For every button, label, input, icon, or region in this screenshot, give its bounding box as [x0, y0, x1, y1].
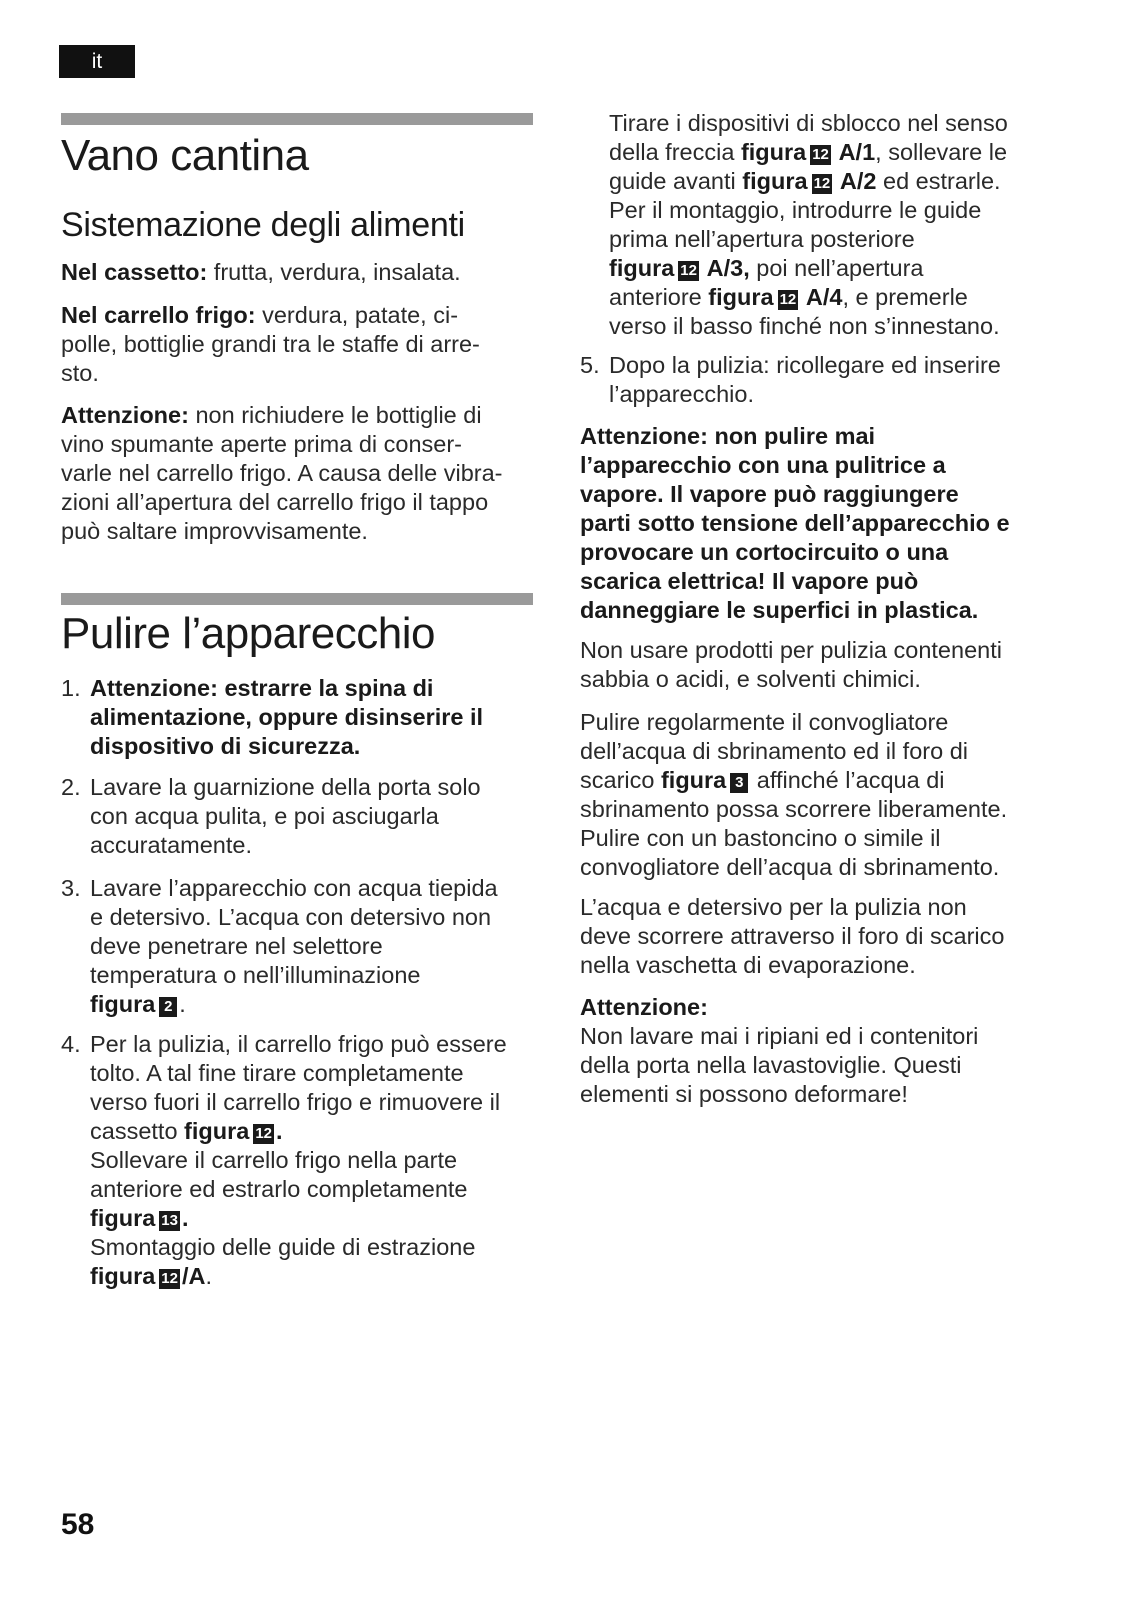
text: Per il montaggio, introdurre le guide	[609, 197, 982, 223]
text: Lavare l’apparecchio con acqua tiepida	[90, 875, 498, 901]
text: l’apparecchio con una pulitrice a	[580, 452, 946, 478]
text: temperatura o nell’illuminazione	[90, 962, 421, 988]
text: nella vaschetta di evaporazione.	[580, 952, 916, 978]
page-number: 58	[61, 1508, 95, 1541]
text: verso fuori il carrello frigo e rimuovere il	[90, 1089, 501, 1115]
text: e detersivo. L’acqua con detersivo non	[90, 904, 492, 930]
figure-number-icon: 12	[812, 146, 829, 163]
text: sbrinamento possa scorrere liberamente.	[580, 796, 1008, 822]
text: Lavare la guarnizione della porta solo	[90, 774, 481, 800]
text: , e premerle	[842, 284, 968, 310]
figure-ref: figura	[184, 1118, 250, 1144]
text: varle nel carrello frigo. A causa delle vibra-	[61, 460, 503, 486]
text: con acqua pulita, e poi asciugarla	[90, 803, 439, 829]
text: .	[181, 1205, 189, 1231]
paragraph-attenzione	[61, 401, 547, 546]
text: Non lavare mai i ripiani ed i contenitori	[580, 1023, 979, 1049]
section-subtitle: Sistemazione degli alimenti	[61, 206, 465, 244]
figure-ref: figura	[90, 991, 156, 1017]
list-item-2	[90, 773, 550, 860]
text: Attenzione: non pulire mai	[580, 423, 876, 449]
text: .	[276, 1118, 283, 1144]
text: dell’acqua di sbrinamento ed il foro di	[580, 738, 968, 764]
figure-number-icon: 12	[813, 175, 831, 192]
list-number: 5.	[580, 352, 600, 378]
section-title-pulire: Pulire l’apparecchio	[61, 609, 435, 658]
figure-ref: figura	[708, 284, 774, 310]
list-item-1	[90, 674, 550, 761]
figure-ref: /A	[181, 1263, 206, 1289]
text: vapore. Il vapore può raggiungere	[580, 481, 959, 507]
figure-ref: A/4	[800, 284, 843, 310]
text: scarico	[580, 767, 661, 793]
section-rule	[61, 113, 533, 125]
text: l’apparecchio.	[609, 381, 755, 407]
figure-ref: figura	[90, 1205, 156, 1231]
list-number: 1.	[61, 675, 81, 701]
paragraph-carrello	[61, 301, 547, 388]
text: parti sotto tensione dell’apparecchio e	[580, 510, 1010, 536]
text: sabbia o acidi, e solventi chimici.	[580, 666, 921, 692]
figure-number-icon: 3	[730, 773, 748, 793]
figure-number-icon: 13	[161, 1212, 178, 1229]
text: accuratamente.	[90, 832, 252, 858]
text: .	[179, 991, 186, 1017]
list-item-4	[90, 1030, 550, 1291]
text: convogliatore dell’acqua di sbrinamento.	[580, 854, 1000, 880]
text: può saltare improvvisamente.	[61, 518, 368, 544]
figure-ref: A/1	[832, 139, 876, 165]
text: poi nell’apertura	[749, 255, 924, 281]
section-rule	[61, 593, 533, 605]
list-number: 2.	[61, 774, 81, 800]
text: della freccia	[609, 139, 741, 165]
text: danneggiare le superfici in plastica.	[580, 597, 979, 623]
figure-number-icon: 12	[680, 262, 697, 279]
text: alimentazione, oppure disinserire il	[90, 704, 484, 730]
text: prima nell’apertura posteriore	[609, 226, 915, 252]
text: tolto. A tal fine tirare completamente	[90, 1060, 464, 1086]
list-number: 4.	[61, 1031, 81, 1057]
figure-number-icon: 2	[159, 997, 177, 1017]
text: vino spumante aperte prima di conser-	[61, 431, 463, 457]
text: verso il basso finché non s’innestano.	[609, 313, 1000, 339]
text: sto.	[61, 360, 99, 386]
list-item-4-continued	[609, 109, 1069, 341]
text: affinché l’acqua di	[750, 767, 945, 793]
text: della porta nella lavastoviglie. Questi	[580, 1052, 962, 1078]
figure-number-icon: 12	[779, 291, 797, 308]
list-number: 3.	[61, 875, 81, 901]
paragraph-convogliatore	[580, 708, 1070, 882]
text: .	[205, 1263, 212, 1289]
figure-ref: A/2	[834, 168, 877, 194]
label: Attenzione:	[580, 994, 708, 1020]
text: Non usare prodotti per pulizia contenenti	[580, 637, 1002, 663]
language-tab: it	[59, 45, 135, 78]
text: dispositivo di sicurezza.	[90, 733, 361, 759]
section-title-vano-cantina: Vano cantina	[61, 131, 309, 180]
text: elementi si possono deformare!	[580, 1081, 908, 1107]
text: Pulire con un bastoncino o simile il	[580, 825, 941, 851]
text: deve penetrare nel selettore	[90, 933, 383, 959]
figure-number-icon: 12	[255, 1125, 273, 1142]
label: Nel cassetto:	[61, 259, 208, 285]
text: guide avanti	[609, 168, 743, 194]
text: , sollevare le	[875, 139, 1008, 165]
paragraph-cassetto	[61, 258, 547, 287]
text: scarica elettrica! Il vapore può	[580, 568, 919, 594]
text: deve scorrere attraverso il foro di scarico	[580, 923, 1005, 949]
text: Pulire regolarmente il convogliatore	[580, 709, 949, 735]
figure-ref: figura	[90, 1263, 156, 1289]
text: anteriore ed estrarlo completamente	[90, 1176, 468, 1202]
steam-warning	[580, 422, 1070, 625]
text: anteriore	[609, 284, 709, 310]
text: zioni all’apertura del carrello frigo il tappo	[61, 489, 489, 515]
text: Sollevare il carrello frigo nella parte	[90, 1147, 458, 1173]
list-item-3	[90, 874, 550, 1019]
text: cassetto	[90, 1118, 185, 1144]
paragraph-acqua-detersivo	[580, 893, 1070, 980]
text: non richiudere le bottiglie di	[188, 402, 482, 428]
text: frutta, verdura, insalata.	[207, 259, 461, 285]
text: Per la pulizia, il carrello frigo può essere	[90, 1031, 507, 1057]
text: L’acqua e detersivo per la pulizia non	[580, 894, 967, 920]
text: verdura, patate, ci-	[255, 302, 459, 328]
list-item-5	[609, 351, 1069, 409]
paragraph-prodotti	[580, 636, 1070, 694]
text: polle, bottiglie grandi tra le staffe di arre-	[61, 331, 480, 357]
label: Nel carrello frigo:	[61, 302, 256, 328]
text: Tirare i dispositivi di sblocco nel senso	[609, 110, 1008, 136]
label: Attenzione:	[61, 402, 189, 428]
text: ed estrarle.	[876, 168, 1001, 194]
text: Dopo la pulizia: ricollegare ed inserire	[609, 352, 1001, 378]
figure-number-icon: 12	[161, 1270, 178, 1287]
text: Smontaggio delle guide di estrazione	[90, 1234, 476, 1260]
figure-ref: figura	[660, 767, 727, 793]
figure-ref: figura	[740, 139, 807, 165]
figure-ref: figura	[609, 255, 675, 281]
paragraph-lavastoviglie	[580, 993, 1070, 1109]
figure-ref: A/3,	[700, 255, 750, 281]
figure-ref: figura	[742, 168, 808, 194]
text: Attenzione: estrarre la spina di	[90, 675, 434, 701]
text: provocare un cortocircuito o una	[580, 539, 949, 565]
